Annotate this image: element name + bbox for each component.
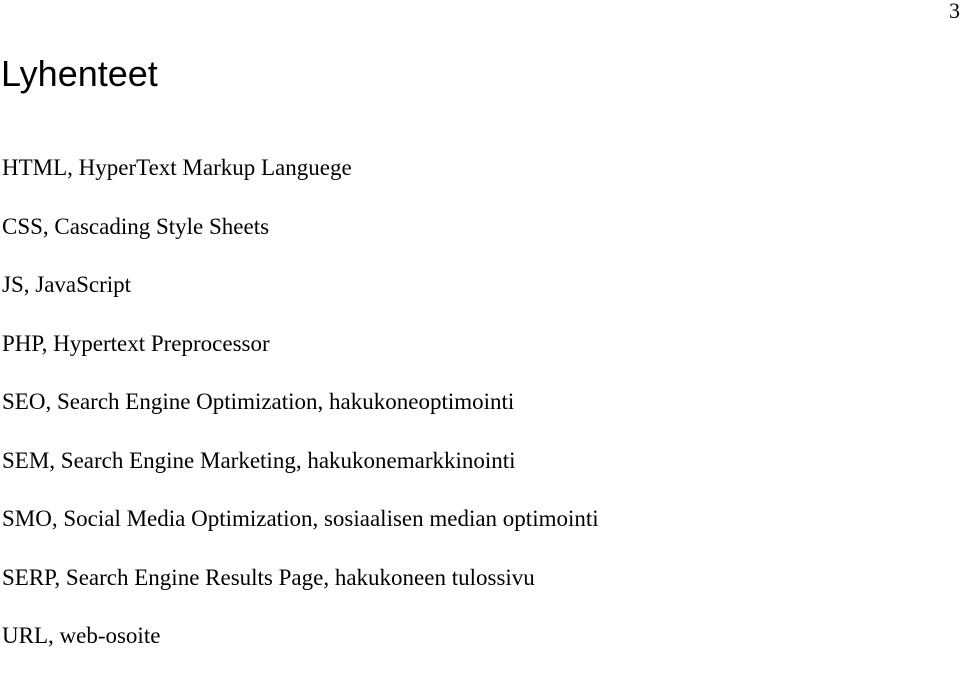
abbreviation-item-sem: SEM, Search Engine Marketing, hakukonemarkkinointi [2,447,516,473]
page-title: Lyhenteet [1,53,158,94]
abbreviation-item-html: HTML, HyperText Markup Languege [2,155,352,180]
abbreviation-item-css: CSS, Cascading Style Sheets [2,213,270,239]
page-number: 3 [949,0,960,23]
abbreviation-item-serp: SERP, Search Engine Results Page, hakukoneen tulossivu [2,564,535,590]
abbreviation-item-php: PHP, Hypertext Preprocessor [2,330,270,356]
abbreviation-item-seo: SEO, Search Engine Optimization, hakukoneoptimointi [2,389,515,414]
abbreviation-item-smo: SMO, Social Media Optimization, sosiaalisen median optimointi [2,506,599,531]
abbreviation-item-url: URL, web-osoite [2,623,161,648]
abbreviation-item-js: JS, JavaScript [2,272,132,297]
abbreviation-list [2,152,599,679]
